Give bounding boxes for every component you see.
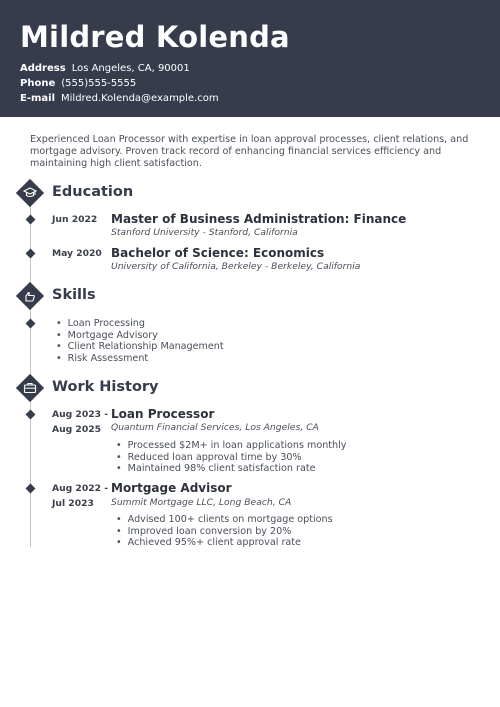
- job-title: Mortgage Advisor: [111, 481, 232, 495]
- job-date-start: Aug 2022 -: [52, 483, 109, 494]
- job-bullet: • Achieved 95%+ client approval rate: [116, 537, 333, 549]
- contact-email-value: Mildred.Kolenda@example.com: [61, 93, 219, 104]
- job-bullet: • Reduced loan approval time by 30%: [116, 452, 346, 464]
- timeline-marker: [26, 410, 36, 420]
- job-company: Summit Mortgage LLC, Long Beach, CA: [111, 497, 292, 508]
- timeline-marker: [26, 215, 36, 225]
- job-date-start: Aug 2023 -: [52, 409, 109, 420]
- job-date-end: Aug 2025: [52, 424, 101, 435]
- contact-address-value: Los Angeles, CA, 90001: [71, 63, 190, 74]
- briefcase-icon: [16, 374, 44, 402]
- job-date-end: Jul 2023: [52, 498, 94, 509]
- skill-item: • Risk Assessment: [56, 353, 224, 365]
- contact-address-label: Address: [20, 63, 66, 74]
- job-bullets: [116, 440, 346, 475]
- job-date-range: [52, 481, 108, 511]
- contact-phone: [20, 78, 136, 89]
- job-bullet: • Maintained 98% client satisfaction rate: [116, 463, 346, 475]
- hand-icon: [16, 282, 44, 310]
- timeline-marker: [26, 249, 36, 259]
- education-school: Stanford University - Stanford, California: [111, 227, 298, 238]
- candidate-name: Mildred Kolenda: [20, 20, 290, 54]
- education-degree: Master of Business Administration: Finance: [111, 212, 407, 226]
- graduation-cap-icon: [16, 179, 44, 207]
- job-title: Loan Processor: [111, 407, 215, 421]
- skill-item: • Loan Processing: [56, 318, 224, 330]
- skills-list: [56, 318, 224, 364]
- timeline-marker: [26, 319, 36, 329]
- professional-summary: Experienced Loan Processor with expertise in loan approval processes, client relations, and mortgage advisory. Proven track record of enhancing financial services efficiency and maintaining high client satisfaction.: [30, 134, 469, 169]
- job-date-range: [52, 407, 108, 437]
- skills-title: Skills: [52, 287, 96, 303]
- job-bullets: [116, 514, 333, 549]
- contact-phone-label: Phone: [20, 78, 56, 89]
- job-bullet: • Advised 100+ clients on mortgage options: [116, 514, 333, 526]
- education-date: May 2020: [52, 248, 102, 259]
- work-history-title: Work History: [52, 379, 159, 395]
- contact-phone-value: (555)555-5555: [61, 78, 137, 89]
- education-school: University of California, Berkeley - Berkeley, California: [111, 261, 361, 272]
- education-title: Education: [52, 184, 134, 200]
- education-degree: Bachelor of Science: Economics: [111, 246, 325, 260]
- skill-item: • Mortgage Advisory: [56, 330, 224, 342]
- timeline-marker: [26, 484, 36, 494]
- contact-email-label: E-mail: [20, 93, 56, 104]
- job-bullet: • Processed $2M+ in loan applications monthly: [116, 440, 346, 452]
- job-bullet: • Improved loan conversion by 20%: [116, 526, 333, 538]
- job-company: Quantum Financial Services, Los Angeles, CA: [111, 422, 319, 433]
- contact-address: [20, 63, 190, 74]
- contact-email: [20, 93, 219, 104]
- resume-header: [0, 0, 500, 117]
- skill-item: • Client Relationship Management: [56, 341, 224, 353]
- education-date: Jun 2022: [52, 214, 98, 225]
